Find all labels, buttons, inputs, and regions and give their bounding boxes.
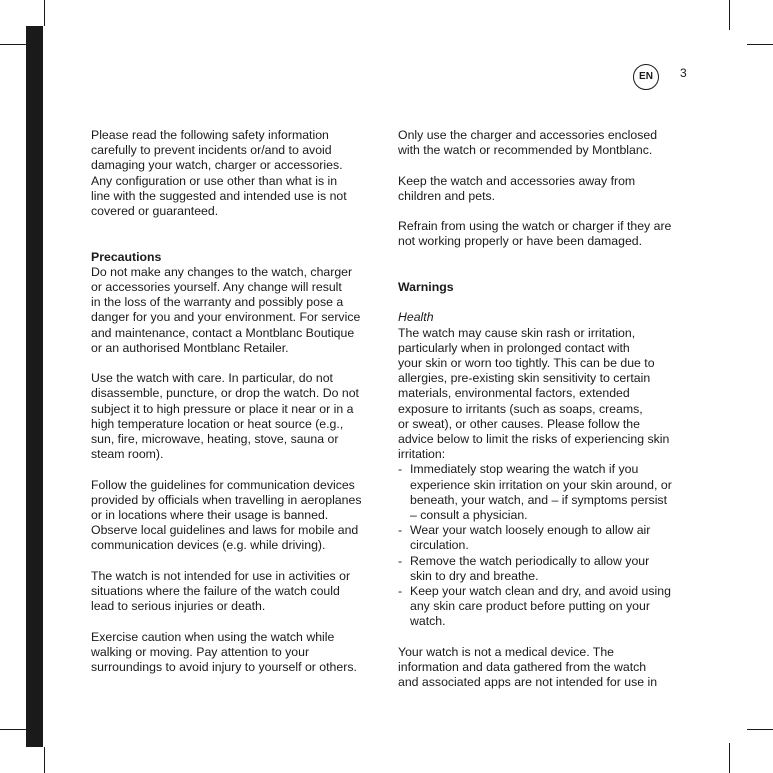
text-line: skin to dry and breathe. — [410, 568, 539, 583]
medical-paragraph — [398, 645, 690, 691]
text-line: or accessories yourself. Any change will result — [91, 280, 342, 294]
charger-paragraph — [398, 128, 690, 158]
text-line: Your watch is not a medical device. The — [398, 644, 614, 659]
text-line: irritation: — [398, 447, 446, 462]
text-line: beneath, your watch, and – if symptoms persist — [410, 492, 667, 507]
text-line: information and data gathered from the watch — [398, 660, 647, 675]
bullet-dash: - — [398, 523, 403, 538]
text-line: materials, environmental factors, extended — [398, 386, 630, 401]
damage-paragraph — [398, 219, 690, 249]
intro-paragraph — [91, 128, 383, 219]
text-line: Use the watch with care. In particular, do not — [91, 371, 333, 386]
list-item — [398, 523, 690, 553]
text-line: or sweat), or other causes. Please follow the — [398, 416, 640, 431]
text-line: communication devices (e.g. while driving). — [91, 538, 326, 553]
list-item — [398, 584, 690, 630]
text-line: Follow the guidelines for communication devices — [91, 477, 355, 492]
text-line: Exercise caution when using the watch while — [91, 629, 335, 644]
text-line: Please read the following safety information — [91, 128, 329, 142]
text-line: not working properly or have been damaged. — [398, 234, 643, 249]
right-column — [398, 128, 690, 706]
text-line: allergies, pre-existing skin sensitivity to certain — [398, 371, 651, 386]
text-line: Wear your watch loosely enough to allow air — [410, 523, 651, 538]
text-line: Immediately stop wearing the watch if you — [410, 462, 639, 477]
bullet-dash: - — [398, 553, 403, 568]
text-line: surroundings to avoid injury to yourself or others. — [91, 660, 357, 675]
text-line: your skin or worn too tightly. This can be due to — [398, 355, 655, 370]
bullet-dash: - — [398, 584, 403, 599]
text-line: provided by officials when travelling in aeroplanes — [91, 492, 362, 507]
warnings-heading: Warnings — [398, 279, 454, 294]
text-line: particularly when in prolonged contact with — [398, 340, 630, 355]
text-line: Observe local guidelines and laws for mobile and — [91, 523, 359, 538]
text-line: exposure to irritants (such as soaps, creams, — [398, 401, 643, 416]
text-line: carefully to prevent incidents or/and to avoid — [91, 143, 332, 158]
text-line: Do not make any changes to the watch, charger — [91, 264, 353, 279]
text-line: Any configuration or use other than what is in — [91, 173, 338, 188]
text-line: in the loss of the warranty and possibly pose a — [91, 295, 344, 310]
list-item — [398, 462, 690, 523]
text-line: subject it to high pressure or place it near or in a — [91, 401, 354, 416]
text-line: or an authorised Montblanc Retailer. — [91, 340, 289, 355]
care-paragraph — [91, 371, 383, 462]
text-line: sun, fire, microwave, heating, stove, sauna or — [91, 432, 339, 447]
text-line: children and pets. — [398, 188, 496, 203]
text-line: high temperature location or heat source (e.g., — [91, 416, 344, 431]
precautions-section — [91, 250, 383, 356]
crop-mark — [729, 0, 730, 30]
text-line: watch. — [410, 614, 446, 629]
list-item — [398, 554, 690, 584]
crop-mark — [729, 743, 730, 773]
text-line: and associated apps are not intended for use in — [398, 675, 658, 690]
text-line: walking or moving. Pay attention to your — [91, 644, 310, 659]
text-line: advice below to limit the risks of experiencing skin — [398, 431, 670, 446]
health-section — [398, 310, 690, 462]
text-line: disassemble, puncture, or drop the watch. Do not — [91, 386, 359, 401]
text-line: danger for you and your environment. For service — [91, 310, 361, 325]
text-line: any skin care product before putting on your — [410, 599, 650, 614]
text-line: The watch is not intended for use in activities or — [91, 568, 351, 583]
health-heading: Health — [398, 310, 434, 325]
binding-edge — [26, 26, 43, 747]
text-line: Remove the watch periodically to allow your — [410, 553, 650, 568]
text-line: The watch may cause skin rash or irritation, — [398, 325, 636, 340]
text-line: Keep your watch clean and dry, and avoid using — [410, 584, 671, 599]
crop-mark — [44, 0, 45, 26]
text-line: Keep the watch and accessories away from — [398, 173, 636, 188]
advice-list — [398, 462, 690, 629]
text-line: or in locations where their usage is banned. — [91, 508, 329, 523]
children-paragraph — [398, 174, 690, 204]
crop-mark — [0, 44, 26, 45]
text-line: – consult a physician. — [410, 508, 528, 522]
text-line: covered or guaranteed. — [91, 204, 219, 219]
language-badge: EN — [633, 64, 659, 90]
crop-mark — [747, 729, 773, 730]
text-line: experience skin irritation on your skin around, or — [410, 477, 672, 492]
crop-mark — [747, 44, 773, 45]
communication-paragraph — [91, 478, 383, 554]
bullet-dash: - — [398, 462, 403, 477]
warnings-heading-block — [398, 280, 690, 295]
text-line: situations where the failure of the watch could — [91, 584, 340, 599]
page-number: 3 — [680, 66, 687, 80]
text-line: line with the suggested and intended use is not — [91, 188, 347, 203]
text-line: lead to serious injuries or death. — [91, 599, 266, 614]
precautions-heading: Precautions — [91, 249, 162, 264]
activities-paragraph — [91, 569, 383, 615]
crop-mark — [44, 747, 45, 773]
text-line: steam room). — [91, 447, 164, 462]
crop-mark — [0, 729, 26, 730]
text-line: Refrain from using the watch or charger if they are — [398, 219, 672, 234]
caution-paragraph — [91, 630, 383, 676]
text-line: circulation. — [410, 538, 469, 553]
left-column — [91, 128, 383, 690]
text-line: with the watch or recommended by Montblanc. — [398, 143, 653, 158]
text-line: Only use the charger and accessories enclosed — [398, 128, 658, 142]
text-line: damaging your watch, charger or accessories. — [91, 158, 343, 173]
text-line: and maintenance, contact a Montblanc Boutique — [91, 325, 355, 340]
